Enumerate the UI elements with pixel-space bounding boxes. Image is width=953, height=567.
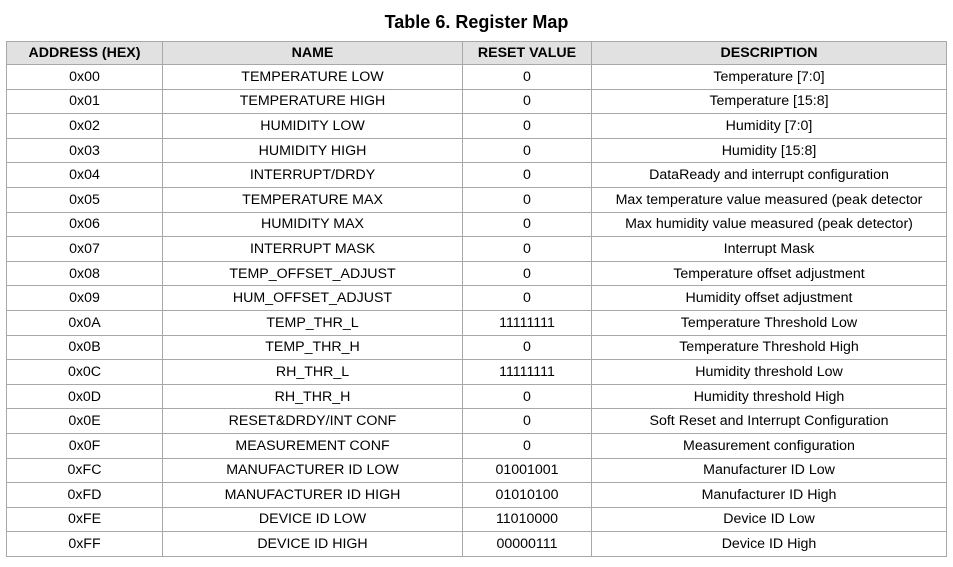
- cell-reset-value: 0: [463, 409, 592, 434]
- cell-reset-value: 0: [463, 237, 592, 262]
- cell-address: 0x00: [7, 65, 163, 90]
- table-row: [7, 286, 947, 311]
- cell-reset-value: 0: [463, 187, 592, 212]
- table-caption: Table 6. Register Map: [384, 12, 569, 32]
- register-map-table: [6, 41, 947, 557]
- cell-address: 0xFD: [7, 483, 163, 508]
- cell-reset-value: 01010100: [463, 483, 592, 508]
- cell-name: HUMIDITY LOW: [163, 114, 463, 139]
- cell-name: TEMPERATURE MAX: [163, 187, 463, 212]
- cell-reset-value: 0: [463, 335, 592, 360]
- cell-description: Humidity threshold High: [592, 384, 947, 409]
- cell-address: 0x09: [7, 286, 163, 311]
- cell-name: TEMPERATURE HIGH: [163, 89, 463, 114]
- table-row: [7, 507, 947, 532]
- cell-description: Temperature Threshold High: [592, 335, 947, 360]
- cell-address: 0x0D: [7, 384, 163, 409]
- cell-address: 0x0C: [7, 360, 163, 385]
- cell-name: MANUFACTURER ID HIGH: [163, 483, 463, 508]
- table-header-row: [7, 42, 947, 65]
- cell-name: TEMP_THR_H: [163, 335, 463, 360]
- table-row: [7, 433, 947, 458]
- cell-address: 0x0B: [7, 335, 163, 360]
- table-row: [7, 360, 947, 385]
- cell-description: Humidity [15:8]: [592, 138, 947, 163]
- cell-address: 0xFC: [7, 458, 163, 483]
- cell-description: Manufacturer ID Low: [592, 458, 947, 483]
- cell-address: 0x05: [7, 187, 163, 212]
- cell-name: INTERRUPT/DRDY: [163, 163, 463, 188]
- cell-reset-value: 0: [463, 212, 592, 237]
- cell-name: HUM_OFFSET_ADJUST: [163, 286, 463, 311]
- cell-reset-value: 01001001: [463, 458, 592, 483]
- cell-name: TEMP_OFFSET_ADJUST: [163, 261, 463, 286]
- cell-reset-value: 0: [463, 138, 592, 163]
- cell-address: 0x0A: [7, 310, 163, 335]
- cell-description: Temperature offset adjustment: [592, 261, 947, 286]
- cell-description: Temperature Threshold Low: [592, 310, 947, 335]
- cell-name: DEVICE ID HIGH: [163, 532, 463, 557]
- table-row: [7, 532, 947, 557]
- cell-reset-value: 0: [463, 261, 592, 286]
- cell-reset-value: 11111111: [463, 360, 592, 385]
- cell-reset-value: 0: [463, 433, 592, 458]
- cell-name: RH_THR_L: [163, 360, 463, 385]
- cell-address: 0x02: [7, 114, 163, 139]
- table-row: [7, 483, 947, 508]
- table-row: [7, 163, 947, 188]
- cell-reset-value: 0: [463, 114, 592, 139]
- cell-name: MANUFACTURER ID LOW: [163, 458, 463, 483]
- table-row: [7, 89, 947, 114]
- table-row: [7, 310, 947, 335]
- cell-address: 0x0F: [7, 433, 163, 458]
- cell-description: Soft Reset and Interrupt Configuration: [592, 409, 947, 434]
- table-row: [7, 114, 947, 139]
- cell-reset-value: 0: [463, 384, 592, 409]
- cell-name: INTERRUPT MASK: [163, 237, 463, 262]
- cell-address: 0x01: [7, 89, 163, 114]
- cell-description: Device ID High: [592, 532, 947, 557]
- column-header-description: DESCRIPTION: [592, 42, 947, 65]
- cell-name: TEMPERATURE LOW: [163, 65, 463, 90]
- cell-name: HUMIDITY HIGH: [163, 138, 463, 163]
- cell-reset-value: 11111111: [463, 310, 592, 335]
- cell-address: 0xFF: [7, 532, 163, 557]
- column-header-name: NAME: [163, 42, 463, 65]
- cell-reset-value: 0: [463, 163, 592, 188]
- cell-reset-value: 0: [463, 286, 592, 311]
- cell-description: Manufacturer ID High: [592, 483, 947, 508]
- cell-name: RH_THR_H: [163, 384, 463, 409]
- table-row: [7, 335, 947, 360]
- cell-reset-value: 0: [463, 89, 592, 114]
- column-header-reset-value: RESET VALUE: [463, 42, 592, 65]
- cell-name: RESET&DRDY/INT CONF: [163, 409, 463, 434]
- cell-description: Humidity threshold Low: [592, 360, 947, 385]
- cell-description: Device ID Low: [592, 507, 947, 532]
- table-row: [7, 212, 947, 237]
- table-row: [7, 187, 947, 212]
- table-body: [7, 65, 947, 557]
- column-header-address: ADDRESS (HEX): [7, 42, 163, 65]
- table-row: [7, 458, 947, 483]
- cell-description: Temperature [7:0]: [592, 65, 947, 90]
- cell-name: TEMP_THR_L: [163, 310, 463, 335]
- cell-name: DEVICE ID LOW: [163, 507, 463, 532]
- table-row: [7, 138, 947, 163]
- cell-address: 0x07: [7, 237, 163, 262]
- cell-reset-value: 00000111: [463, 532, 592, 557]
- cell-address: 0x0E: [7, 409, 163, 434]
- table-row: [7, 237, 947, 262]
- cell-address: 0x08: [7, 261, 163, 286]
- cell-description: Interrupt Mask: [592, 237, 947, 262]
- cell-reset-value: 11010000: [463, 507, 592, 532]
- table-row: [7, 409, 947, 434]
- cell-reset-value: 0: [463, 65, 592, 90]
- table-row: [7, 261, 947, 286]
- table-row: [7, 65, 947, 90]
- cell-description: DataReady and interrupt configuration: [592, 163, 947, 188]
- cell-description: Temperature [15:8]: [592, 89, 947, 114]
- cell-address: 0x04: [7, 163, 163, 188]
- cell-description: Max humidity value measured (peak detector): [592, 212, 947, 237]
- cell-name: HUMIDITY MAX: [163, 212, 463, 237]
- cell-description: Humidity offset adjustment: [592, 286, 947, 311]
- cell-description: Max temperature value measured (peak detector: [592, 187, 947, 212]
- cell-description: Measurement configuration: [592, 433, 947, 458]
- cell-address: 0x03: [7, 138, 163, 163]
- cell-address: 0xFE: [7, 507, 163, 532]
- cell-address: 0x06: [7, 212, 163, 237]
- table-row: [7, 384, 947, 409]
- cell-description: Humidity [7:0]: [592, 114, 947, 139]
- cell-name: MEASUREMENT CONF: [163, 433, 463, 458]
